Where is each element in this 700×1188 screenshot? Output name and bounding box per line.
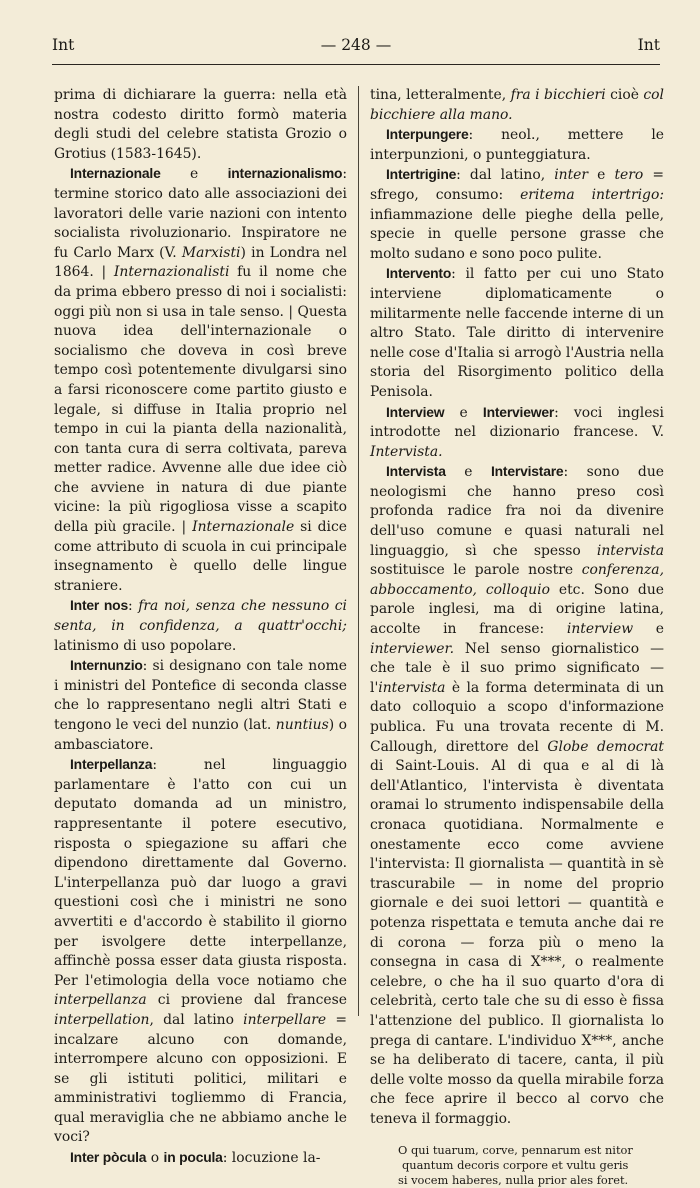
latin-quotation bbox=[398, 1143, 664, 1188]
page-header bbox=[52, 36, 660, 56]
headword: Inter pòcula bbox=[70, 1149, 147, 1166]
headword: Intervistare bbox=[490, 463, 564, 480]
quote-line: O qui tuarum, corve, pennarum est nitor bbox=[398, 1143, 633, 1158]
column-divider bbox=[358, 86, 359, 1016]
headword: Interpungere bbox=[386, 126, 469, 143]
headword: Intervista bbox=[386, 463, 446, 480]
entry-interpellanza: Interpellanza: nel linguaggio parlamentare è l'atto con cui un deputato domanda ad un ministro, rappresentante il potere esecutivo, risposta o spiegazione su affari che dipendono direttamente dal Governo. L'interpellanza può dar luogo a gravi questioni così che i ministri ne sono avvertiti e d'accordo è stabilito il giorno per isvolgere dette interpellanze, affinchè possa esser data giusta risposta. Per l'etimologia della voce notiamo che interpellanza ci proviene dal francese interpellation, dal latino interpellare = incalzare alcuno con domande, interrompere alcuno con opposizioni. E se gli istituti politici, militari e amministrativi togliemmo di Francia, qual meraviglia che ne abbiamo anche le voci? bbox=[54, 756, 347, 1146]
page-number: — 248 — bbox=[320, 36, 392, 54]
entry-intervento: Intervento: il fatto per cui uno Stato interviene diplomaticamente o militarmente nelle faccende interne di un altro Stato. Tale diritto di intervenire nelle cose d'Italia si arrogò l'Austria nella storia del Risorgimento politico della Penisola. bbox=[370, 265, 664, 400]
headword: Interpellanza bbox=[70, 756, 153, 773]
entry-intertrigine: Intertrigine: dal latino, inter e tero = sfrego, consumo: eritema intertrigo: infiammazione delle pieghe della pelle, specie in quelle persone grasse che molto sudano e sono poco pulite. bbox=[370, 166, 664, 262]
headword: Internunzio bbox=[70, 657, 143, 674]
headword: internazionalismo bbox=[227, 165, 343, 182]
entry-internunzio: Internunzio: si designano con tale nome i ministri del Pontefice di seconda classe che lo rappresentano negli altri Stati e tengono le veci del nunzio (lat. nuntius) o ambasciatore. bbox=[54, 657, 347, 753]
headword: Internazionale bbox=[70, 165, 161, 182]
entry-inter-pocula: Inter pòcula o in pocula: locuzione la- bbox=[70, 1149, 321, 1167]
right-column bbox=[370, 86, 664, 1188]
header-rule bbox=[52, 64, 660, 65]
entry-interpungere: Interpungere: neol., mettere le interpunzioni, o punteggiatura. bbox=[370, 126, 664, 163]
entry-internazionale: Internazionale e internazionalismo: termine storico dato alle associazioni dei lavoratori delle varie nazioni con intento socialista rivoluzionario. Inspiratore ne fu Carlo Marx (V. Marxisti) in Londra nel 1864. | Internazionalisti fu il nome che da prima ebbero presso di noi i socialisti: oggi più non si usa in tale senso. | Questa nuova idea dell'internazionale o socialismo che doveva in così breve tempo così potentemente divulgarsi sino a farsi riconoscere come partito giusto e legale, si diffuse in Italia proprio nel tempo in cui la pianta della nazionalità, con tanta cura di serra coltivata, pareva metter radice. Avvenne alle due idee ciò che avviene in natura di due piante vicine: la più rigogliosa visse a scapito della più gracile. | Internazionale si dice come attributo di scuola in cui principale insegnamento è quello delle lingue straniere. bbox=[54, 165, 347, 594]
quote-line: quantum decoris corpore et vultu geris bbox=[402, 1158, 629, 1173]
headword: Inter nos bbox=[70, 597, 128, 614]
entry-interview: Interview e Interviewer: voci inglesi introdotte nel dizionario francese. V. Intervista. bbox=[370, 403, 664, 460]
header-right-guideword: Int bbox=[637, 36, 660, 54]
headword: Intertrigine bbox=[386, 166, 457, 183]
entry-intervista: Intervista e Intervistare: sono due neologismi che hanno preso così profonda radice fra noi da divenire dell'uso comune e quasi naturali nel linguaggio, sì che spesso intervista sostituisce le parole nostre conferenza, abboccamento, colloquio etc. Sono due parole inglesi, ma di origine latina, accolte in francese: interview e interviewer. Nel senso giornalistico — che tale è il suo primo significato — l'intervista è la forma determinata di un dato colloquio a scopo d'informazione publica. Fu una trovata recente di M. Callough, direttore del Globe democrat di Saint-Louis. Al di qua e al di là dell'Atlantico, l'intervista è diventata oramai lo strumento indispensabile della cronaca quotidiana. Normalmente e onestamente ecco come avviene l'intervista: Il giornalista — quantità in sè trascurabile — in nome del proprio giornale e dei suoi lettori — quantità e potenza rispettata e temuta anche dai re di corona — forza più o meno la consegna in casa di X***, o realmente celebre, o che ha il suo quarto d'ora di celebrità, certo tale che su di esso è fissa l'attenzione del publico. Il giornalista lo prega di cantare. L'individuo X***, anche se ha deliberato di tacere, canta, il più delle volte mosso da quella mirabile forza che fece aprire il becco al corvo che teneva il formaggio. bbox=[370, 463, 664, 1127]
entry-continuation: prima di dichiarare la guerra: nella età nostra codesto diritto formò materia degli studi del celebre statista Grozio o Grotius (1583-1645). bbox=[54, 87, 347, 162]
headword: Intervento bbox=[386, 265, 452, 282]
headword: Interview bbox=[386, 403, 445, 420]
quote-line: si vocem haberes, nulla prior ales foret. bbox=[398, 1173, 629, 1188]
header-left-guideword: Int bbox=[52, 36, 75, 54]
headword: Interviewer bbox=[482, 403, 555, 420]
entry-inter-nos: Inter nos: fra noi, senza che nessuno ci senta, in confidenza, a quattr'occhi; latinismo di uso popolare. bbox=[54, 597, 347, 654]
headword: in pocula bbox=[163, 1149, 223, 1166]
entry-continuation: tina, letteralmente, fra i bicchieri cioè col bicchiere alla mano. bbox=[370, 87, 664, 123]
left-column bbox=[54, 86, 347, 1169]
